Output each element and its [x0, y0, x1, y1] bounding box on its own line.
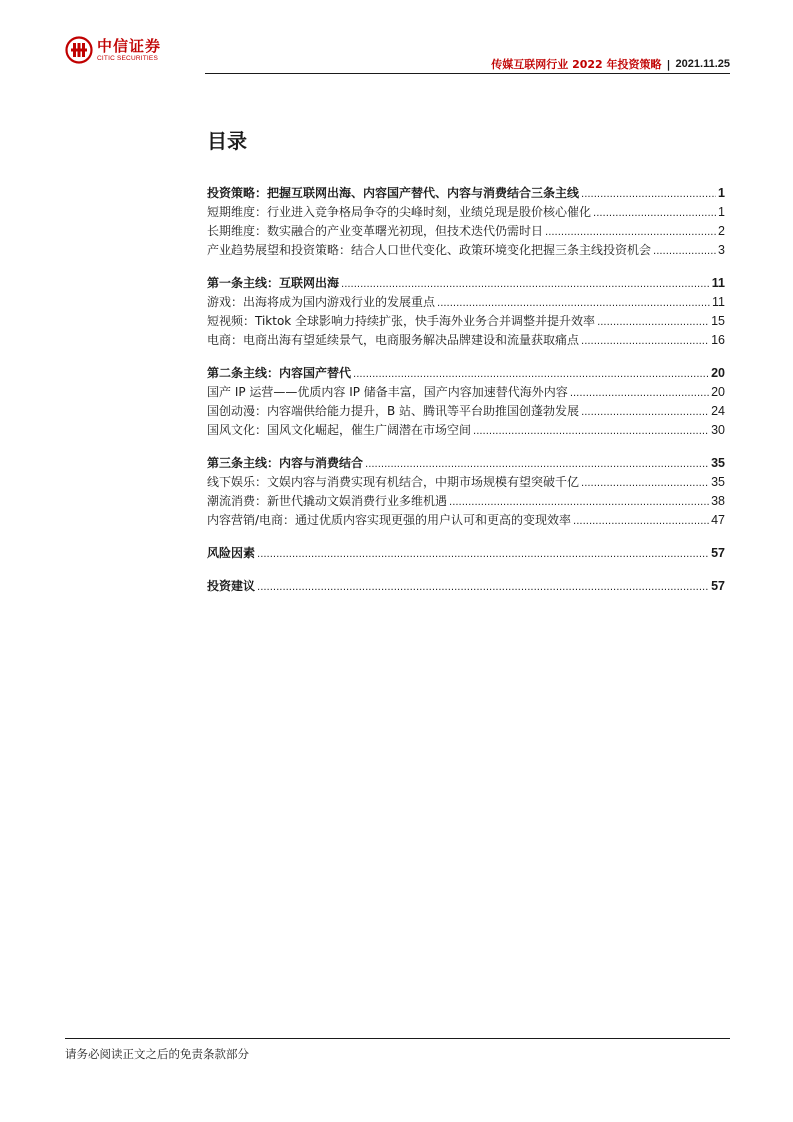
toc-entry-subsection[interactable] — [207, 312, 725, 331]
toc-entry-subsection[interactable] — [207, 473, 725, 492]
toc-entry-chapter[interactable] — [207, 184, 725, 203]
toc-entry-title: 游戏：出海将成为国内游戏行业的发展重点 — [207, 295, 436, 309]
toc-dot-leader — [473, 422, 709, 441]
toc-entry-chapter[interactable] — [207, 544, 725, 563]
toc-section — [207, 454, 725, 530]
toc-entry-title: 内容营销/电商：通过优质内容实现更强的用户认可和更高的变现效率 — [207, 513, 572, 527]
toc-entry-chapter[interactable] — [207, 364, 725, 383]
toc-dot-leader — [353, 365, 709, 384]
logo-chinese-name: 中信证券 — [97, 36, 162, 55]
toc-entry-subsection[interactable] — [207, 222, 725, 241]
toc-dot-leader — [341, 275, 710, 294]
toc-dot-leader — [581, 403, 709, 422]
toc-dot-leader — [365, 455, 709, 474]
toc-entry-title: 投资策略：把握互联网出海、内容国产替代、内容与消费结合三条主线 — [207, 186, 580, 200]
toc-entry-subsection[interactable] — [207, 241, 725, 260]
toc-dot-leader — [257, 545, 709, 564]
toc-dot-leader — [597, 313, 709, 332]
toc-page-number: 1 — [718, 186, 725, 200]
toc-entry-title: 产业趋势展望和投资策略：结合人口世代变化、政策环境变化把握三条主线投资机会 — [207, 243, 652, 257]
toc-page-number: 11 — [712, 295, 725, 309]
toc-dot-leader — [573, 512, 709, 531]
toc-entry-title: 短视频：Tiktok 全球影响力持续扩张，快手海外业务合并调整并提升效率 — [207, 314, 596, 328]
toc-entry-title: 第三条主线：内容与消费结合 — [207, 456, 364, 470]
toc-section — [207, 544, 725, 563]
toc-dot-leader — [593, 204, 716, 223]
report-date: 2021.11.25 — [675, 58, 730, 70]
toc-page-number: 35 — [711, 456, 725, 470]
toc-page-number: 3 — [718, 243, 725, 257]
toc-entry-title: 第二条主线：内容国产替代 — [207, 366, 352, 380]
header-report-info — [491, 56, 730, 72]
report-title: 传媒互联网行业 2022 年投资策略 — [491, 58, 662, 71]
toc-dot-leader — [570, 384, 709, 403]
toc-section — [207, 184, 725, 260]
footer-divider — [65, 1038, 730, 1039]
toc-entry-subsection[interactable] — [207, 383, 725, 402]
toc-entry-subsection[interactable] — [207, 203, 725, 222]
toc-entry-subsection[interactable] — [207, 331, 725, 350]
footer-disclaimer: 请务必阅读正文之后的免责条款部分 — [65, 1047, 249, 1061]
toc-dot-leader — [437, 294, 710, 313]
toc-entry-title: 电商：电商出海有望延续景气，电商服务解决品牌建设和流量获取痛点 — [207, 333, 580, 347]
header-divider — [205, 73, 730, 74]
toc-entry-title: 投资建议 — [207, 579, 256, 593]
toc-dot-leader — [257, 578, 709, 597]
toc-section — [207, 274, 725, 350]
toc-entry-title: 线下娱乐：文娱内容与消费实现有机结合，中期市场规模有望突破千亿 — [207, 475, 580, 489]
toc-dot-leader — [581, 474, 709, 493]
toc-entry-title: 国风文化：国风文化崛起，催生广阔潜在市场空间 — [207, 423, 472, 437]
toc-dot-leader — [545, 223, 716, 242]
header-separator: | — [666, 57, 671, 71]
toc-entry-title: 国产 IP 运营——优质内容 IP 储备丰富，国产内容加速替代海外内容 — [207, 385, 568, 399]
toc-page-number: 11 — [711, 276, 725, 290]
toc-page-number: 20 — [711, 366, 725, 380]
toc-page-number: 1 — [718, 205, 725, 219]
toc-entry-title: 潮流消费：新世代撬动文娱消费行业多维机遇 — [207, 494, 448, 508]
toc-entry-title: 国创动漫：内容端供给能力提升，B 站、腾讯等平台助推国创蓬勃发展 — [207, 404, 580, 418]
toc-page-number: 47 — [711, 513, 725, 527]
toc-page-number: 2 — [718, 224, 725, 238]
toc-page-number: 57 — [711, 546, 725, 560]
toc-page-number: 20 — [711, 385, 725, 399]
toc-entry-chapter[interactable] — [207, 454, 725, 473]
toc-entry-chapter[interactable] — [207, 577, 725, 596]
toc-dot-leader — [581, 185, 716, 204]
page-header — [65, 36, 730, 74]
toc-entry-title: 第一条主线：互联网出海 — [207, 276, 340, 290]
toc-page-number: 30 — [711, 423, 725, 437]
toc-page-number: 24 — [711, 404, 725, 418]
toc-entry-subsection[interactable] — [207, 421, 725, 440]
toc-entry-subsection[interactable] — [207, 511, 725, 530]
logo-english-name: CITIC SECURITIES — [97, 54, 158, 62]
toc-entry-title: 长期维度：数实融合的产业变革曙光初现，但技术迭代仍需时日 — [207, 224, 544, 238]
toc-heading: 目录 — [207, 129, 247, 153]
toc-entry-title: 短期维度：行业进入竞争格局争夺的尖峰时刻，业绩兑现是股价核心催化 — [207, 205, 592, 219]
toc-section — [207, 577, 725, 596]
toc-page-number: 57 — [711, 579, 725, 593]
citic-logo-icon — [65, 36, 93, 64]
toc-entry-subsection[interactable] — [207, 293, 725, 312]
toc-dot-leader — [653, 242, 716, 261]
toc-page-number: 35 — [711, 475, 725, 489]
toc-entry-chapter[interactable] — [207, 274, 725, 293]
toc-entry-subsection[interactable] — [207, 402, 725, 421]
toc-dot-leader — [581, 332, 709, 351]
table-of-contents — [207, 184, 725, 610]
toc-page-number: 38 — [711, 494, 725, 508]
toc-dot-leader — [449, 493, 709, 512]
toc-entry-title: 风险因素 — [207, 546, 256, 560]
citic-logo — [65, 36, 161, 64]
toc-entry-subsection[interactable] — [207, 492, 725, 511]
toc-section — [207, 364, 725, 440]
toc-page-number: 16 — [711, 333, 725, 347]
toc-page-number: 15 — [711, 314, 725, 328]
